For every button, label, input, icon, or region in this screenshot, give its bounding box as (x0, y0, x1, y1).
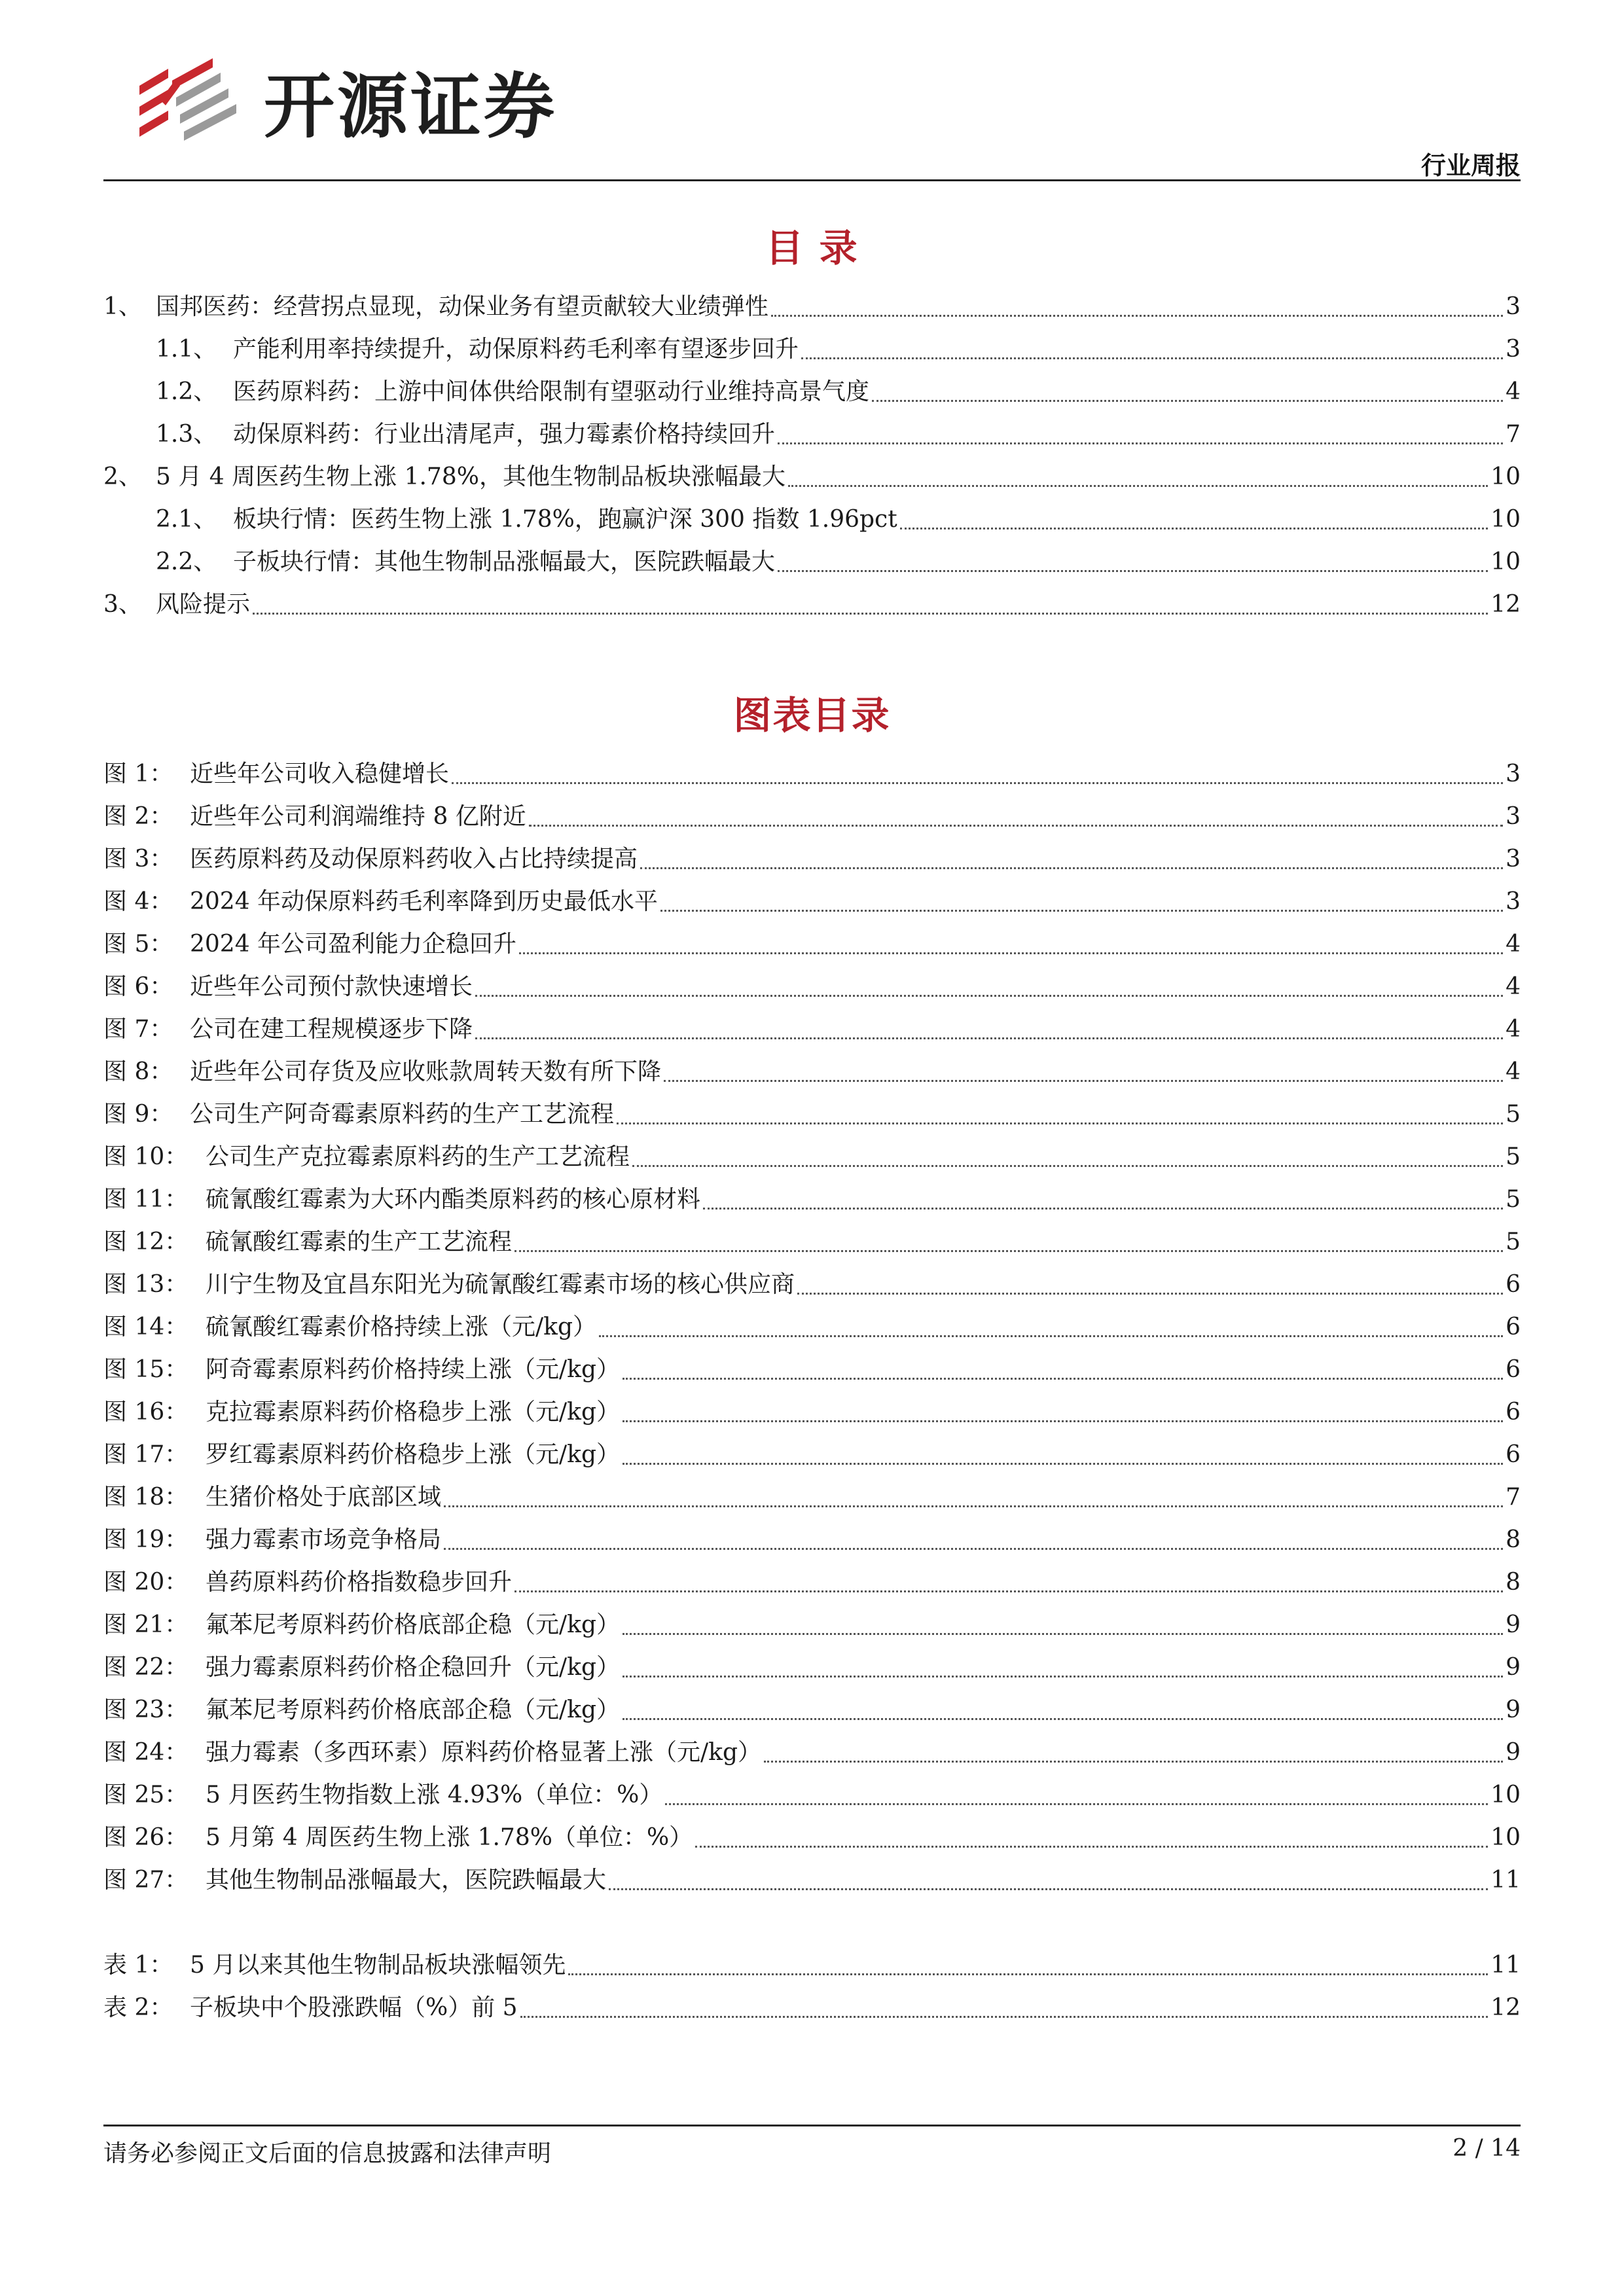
toc-list (103, 285, 1521, 626)
entry-page-number: 11 (1490, 1952, 1521, 1979)
dot-leader (640, 867, 1503, 869)
entry-title: 板块行情：医药生物上涨 1.78%，跑赢沪深 300 指数 1.96pct (233, 506, 897, 533)
entry-title: 医药原料药及动保原料药收入占比持续提高 (190, 846, 638, 872)
dot-leader (623, 1463, 1503, 1465)
entry-title: 氟苯尼考原料药价格底部企稳（元/kg） (206, 1696, 620, 1723)
dot-leader (444, 1505, 1503, 1507)
figure-entry[interactable] (103, 1689, 1521, 1731)
entry-number: 图 4： (103, 888, 173, 915)
entry-number: 1.2、 (156, 378, 217, 405)
entry-number: 图 10： (103, 1143, 189, 1170)
entry-title: 近些年公司收入稳健增长 (190, 761, 450, 787)
entry-page-number: 8 (1506, 1526, 1521, 1553)
figure-entry[interactable] (103, 1050, 1521, 1093)
entry-page-number: 9 (1506, 1654, 1521, 1681)
dot-leader (900, 528, 1489, 529)
dot-leader (514, 1590, 1503, 1592)
figure-entry[interactable] (103, 1008, 1521, 1050)
entry-number: 图 20： (103, 1569, 189, 1596)
entry-number: 图 9： (103, 1101, 173, 1128)
dot-leader (788, 485, 1488, 487)
entry-page-number: 9 (1506, 1696, 1521, 1723)
dot-leader (778, 570, 1488, 572)
entry-page-number: 3 (1506, 293, 1521, 320)
dot-leader (872, 400, 1503, 402)
entry-page-number: 11 (1490, 1867, 1521, 1893)
dot-leader (665, 1803, 1488, 1805)
dot-leader (519, 952, 1503, 954)
entry-title: 近些年公司存货及应收账款周转天数有所下降 (190, 1058, 662, 1085)
entry-title: 近些年公司利润端维持 8 亿附近 (190, 803, 526, 830)
entry-title: 硫氰酸红霉素的生产工艺流程 (206, 1229, 513, 1255)
dot-leader (520, 2016, 1489, 2018)
table-entry[interactable] (103, 1944, 1521, 1986)
dot-leader (703, 1208, 1503, 1210)
dot-leader (623, 1420, 1503, 1422)
entry-number: 图 25： (103, 1782, 189, 1808)
entry-number: 图 3： (103, 846, 173, 872)
figure-entry[interactable] (103, 1306, 1521, 1348)
dot-leader (617, 1122, 1503, 1124)
table-entry[interactable] (103, 1986, 1521, 2029)
entry-page-number: 4 (1506, 378, 1521, 405)
footer-disclaimer: 请务必参阅正文后面的信息披露和法律声明 (103, 2140, 552, 2167)
entry-page-number: 7 (1506, 1484, 1521, 1511)
figure-entry[interactable] (103, 1433, 1521, 1476)
figure-entry[interactable] (103, 1136, 1521, 1178)
toc-entry[interactable] (103, 370, 1521, 413)
entry-page-number: 4 (1506, 973, 1521, 1000)
dot-leader (778, 442, 1503, 444)
header-divider (103, 179, 1521, 181)
figure-entry[interactable] (103, 1476, 1521, 1518)
dot-leader (797, 1293, 1503, 1295)
entry-number: 图 26： (103, 1824, 189, 1851)
entry-number: 图 27： (103, 1867, 189, 1893)
entry-number: 表 1： (103, 1952, 173, 1979)
brand-logo (134, 51, 557, 149)
entry-title: 5 月 4 周医药生物上涨 1.78%，其他生物制品板块涨幅最大 (156, 463, 785, 490)
entry-number: 3、 (103, 591, 142, 618)
entry-page-number: 10 (1490, 463, 1521, 490)
entry-number: 图 15： (103, 1356, 189, 1383)
entry-title: 风险提示 (156, 591, 251, 618)
dot-leader (623, 1633, 1503, 1635)
entry-page-number: 6 (1506, 1441, 1521, 1468)
entry-title: 公司生产阿奇霉素原料药的生产工艺流程 (190, 1101, 615, 1128)
brand-logo-icon (134, 54, 245, 146)
entry-title: 2024 年公司盈利能力企稳回升 (190, 931, 517, 958)
dot-leader (609, 1888, 1488, 1890)
figure-entry[interactable] (103, 1518, 1521, 1561)
entry-title: 生猪价格处于底部区域 (206, 1484, 442, 1511)
dot-leader (514, 1250, 1503, 1252)
entry-page-number: 6 (1506, 1314, 1521, 1340)
entry-title: 医药原料药：上游中间体供给限制有望驱动行业维持高景气度 (233, 378, 870, 405)
figure-entry[interactable] (103, 880, 1521, 923)
entry-title: 子板块行情：其他生物制品涨幅最大，医院跌幅最大 (233, 548, 776, 575)
entry-page-number: 10 (1490, 548, 1521, 575)
entry-number: 图 1： (103, 761, 173, 787)
entry-number: 1.1、 (156, 336, 217, 363)
entry-number: 2.1、 (156, 506, 217, 533)
entry-page-number: 10 (1490, 506, 1521, 533)
dot-leader (623, 1378, 1503, 1380)
entry-title: 强力霉素原料药价格企稳回升（元/kg） (206, 1654, 620, 1681)
dot-leader (475, 995, 1503, 997)
entry-page-number: 8 (1506, 1569, 1521, 1596)
entry-title: 兽药原料药价格指数稳步回升 (206, 1569, 513, 1596)
dot-leader (664, 1080, 1503, 1082)
entry-title: 5 月医药生物指数上涨 4.93%（单位：%） (206, 1782, 663, 1808)
entry-number: 图 13： (103, 1271, 189, 1298)
dot-leader (660, 910, 1503, 912)
entry-page-number: 10 (1490, 1782, 1521, 1808)
entry-number: 图 18： (103, 1484, 189, 1511)
entry-number: 图 11： (103, 1186, 189, 1213)
entry-title: 国邦医药：经营拐点显现，动保业务有望贡献较大业绩弹性 (156, 293, 769, 320)
figures-list (103, 753, 1521, 1901)
figure-entry[interactable] (103, 838, 1521, 880)
toc-entry[interactable] (103, 583, 1521, 626)
entry-title: 阿奇霉素原料药价格持续上涨（元/kg） (206, 1356, 620, 1383)
figure-entry[interactable] (103, 795, 1521, 838)
entry-title: 罗红霉素原料药价格稳步上涨（元/kg） (206, 1441, 620, 1468)
entry-page-number: 3 (1506, 803, 1521, 830)
entry-page-number: 3 (1506, 846, 1521, 872)
figure-entry[interactable] (103, 753, 1521, 795)
figure-entry[interactable] (103, 923, 1521, 965)
toc-entry[interactable] (103, 541, 1521, 583)
entry-number: 表 2： (103, 1994, 173, 2021)
entry-number: 图 5： (103, 931, 173, 958)
entry-page-number: 4 (1506, 1016, 1521, 1043)
entry-title: 川宁生物及宜昌东阳光为硫氰酸红霉素市场的核心供应商 (206, 1271, 795, 1298)
dot-leader (452, 782, 1503, 784)
dot-leader (623, 1676, 1503, 1677)
dot-leader (632, 1165, 1503, 1167)
entry-page-number: 12 (1490, 1994, 1521, 2021)
figure-entry[interactable] (103, 1816, 1521, 1859)
entry-number: 2、 (103, 463, 142, 490)
entry-title: 克拉霉素原料药价格稳步上涨（元/kg） (206, 1399, 620, 1426)
entry-page-number: 5 (1506, 1229, 1521, 1255)
entry-page-number: 9 (1506, 1739, 1521, 1766)
brand-name: 开源证券 (264, 65, 558, 148)
footer-divider (103, 2125, 1521, 2126)
entry-page-number: 12 (1490, 591, 1521, 618)
figures-title: 图表目录 (733, 693, 891, 738)
figure-entry[interactable] (103, 1774, 1521, 1816)
figure-entry[interactable] (103, 1604, 1521, 1646)
entry-number: 图 23： (103, 1696, 189, 1723)
entry-title: 其他生物制品涨幅最大，医院跌幅最大 (206, 1867, 607, 1893)
entry-title: 强力霉素（多西环素）原料药价格显著上涨（元/kg） (206, 1739, 761, 1766)
figure-entry[interactable] (103, 1093, 1521, 1136)
entry-number: 图 21： (103, 1611, 189, 1638)
entry-title: 动保原料药：行业出清尾声，强力霉素价格持续回升 (233, 421, 776, 448)
entry-number: 图 19： (103, 1526, 189, 1553)
dot-leader (444, 1548, 1503, 1550)
entry-number: 图 2： (103, 803, 173, 830)
dot-leader (529, 825, 1503, 827)
entry-title: 5 月以来其他生物制品板块涨幅领先 (190, 1952, 566, 1979)
entry-number: 图 24： (103, 1739, 189, 1766)
entry-title: 5 月第 4 周医药生物上涨 1.78%（单位：%） (206, 1824, 693, 1851)
entry-number: 图 12： (103, 1229, 189, 1255)
toc-entry[interactable] (103, 456, 1521, 498)
entry-page-number: 10 (1490, 1824, 1521, 1851)
entry-page-number: 6 (1506, 1399, 1521, 1426)
page-indicator: 2 / 14 (1453, 2135, 1521, 2162)
dot-leader (599, 1335, 1503, 1337)
dot-leader (764, 1761, 1503, 1763)
figure-entry[interactable] (103, 1263, 1521, 1306)
entry-title: 硫氰酸红霉素为大环内酯类原料药的核心原材料 (206, 1186, 701, 1213)
toc-title: 目 录 (765, 226, 859, 270)
entry-page-number: 5 (1506, 1186, 1521, 1213)
figure-entry[interactable] (103, 1348, 1521, 1391)
entry-number: 图 14： (103, 1314, 189, 1340)
figure-entry[interactable] (103, 1731, 1521, 1774)
figure-entry[interactable] (103, 1646, 1521, 1689)
entry-title: 强力霉素市场竞争格局 (206, 1526, 442, 1553)
entry-page-number: 3 (1506, 761, 1521, 787)
entry-number: 图 6： (103, 973, 173, 1000)
entry-page-number: 7 (1506, 421, 1521, 448)
toc-entry[interactable] (103, 328, 1521, 370)
toc-entry[interactable] (103, 285, 1521, 328)
entry-title: 氟苯尼考原料药价格底部企稳（元/kg） (206, 1611, 620, 1638)
toc-entry[interactable] (103, 413, 1521, 456)
figure-entry[interactable] (103, 1561, 1521, 1604)
entry-number: 图 8： (103, 1058, 173, 1085)
entry-page-number: 3 (1506, 336, 1521, 363)
entry-title: 公司生产克拉霉素原料药的生产工艺流程 (206, 1143, 630, 1170)
entry-page-number: 9 (1506, 1611, 1521, 1638)
figure-entry[interactable] (103, 1859, 1521, 1901)
entry-number: 2.2、 (156, 548, 217, 575)
entry-number: 图 16： (103, 1399, 189, 1426)
entry-title: 子板块中个股涨跌幅（%）前 5 (190, 1994, 518, 2021)
toc-entry[interactable] (103, 498, 1521, 541)
entry-number: 1.3、 (156, 421, 217, 448)
dot-leader (695, 1846, 1488, 1848)
entry-title: 硫氰酸红霉素价格持续上涨（元/kg） (206, 1314, 596, 1340)
entry-number: 图 17： (103, 1441, 189, 1468)
dot-leader (771, 315, 1503, 317)
tables-list (103, 1944, 1521, 2029)
entry-page-number: 4 (1506, 1058, 1521, 1085)
entry-title: 2024 年动保原料药毛利率降到历史最低水平 (190, 888, 659, 915)
dot-leader (253, 613, 1488, 615)
entry-page-number: 4 (1506, 931, 1521, 958)
dot-leader (475, 1037, 1503, 1039)
entry-page-number: 6 (1506, 1356, 1521, 1383)
figure-entry[interactable] (103, 1391, 1521, 1433)
dot-leader (801, 357, 1503, 359)
entry-number: 图 7： (103, 1016, 173, 1043)
entry-title: 产能利用率持续提升，动保原料药毛利率有望逐步回升 (233, 336, 799, 363)
figure-entry[interactable] (103, 1221, 1521, 1263)
report-type: 行业周报 (1420, 151, 1521, 180)
entry-page-number: 6 (1506, 1271, 1521, 1298)
entry-number: 图 22： (103, 1654, 189, 1681)
dot-leader (623, 1718, 1503, 1720)
entry-page-number: 5 (1506, 1101, 1521, 1128)
entry-title: 近些年公司预付款快速增长 (190, 973, 473, 1000)
entry-number: 1、 (103, 293, 142, 320)
entry-page-number: 5 (1506, 1143, 1521, 1170)
figure-entry[interactable] (103, 965, 1521, 1008)
entry-title: 公司在建工程规模逐步下降 (190, 1016, 473, 1043)
entry-page-number: 3 (1506, 888, 1521, 915)
dot-leader (568, 1973, 1488, 1975)
figure-entry[interactable] (103, 1178, 1521, 1221)
